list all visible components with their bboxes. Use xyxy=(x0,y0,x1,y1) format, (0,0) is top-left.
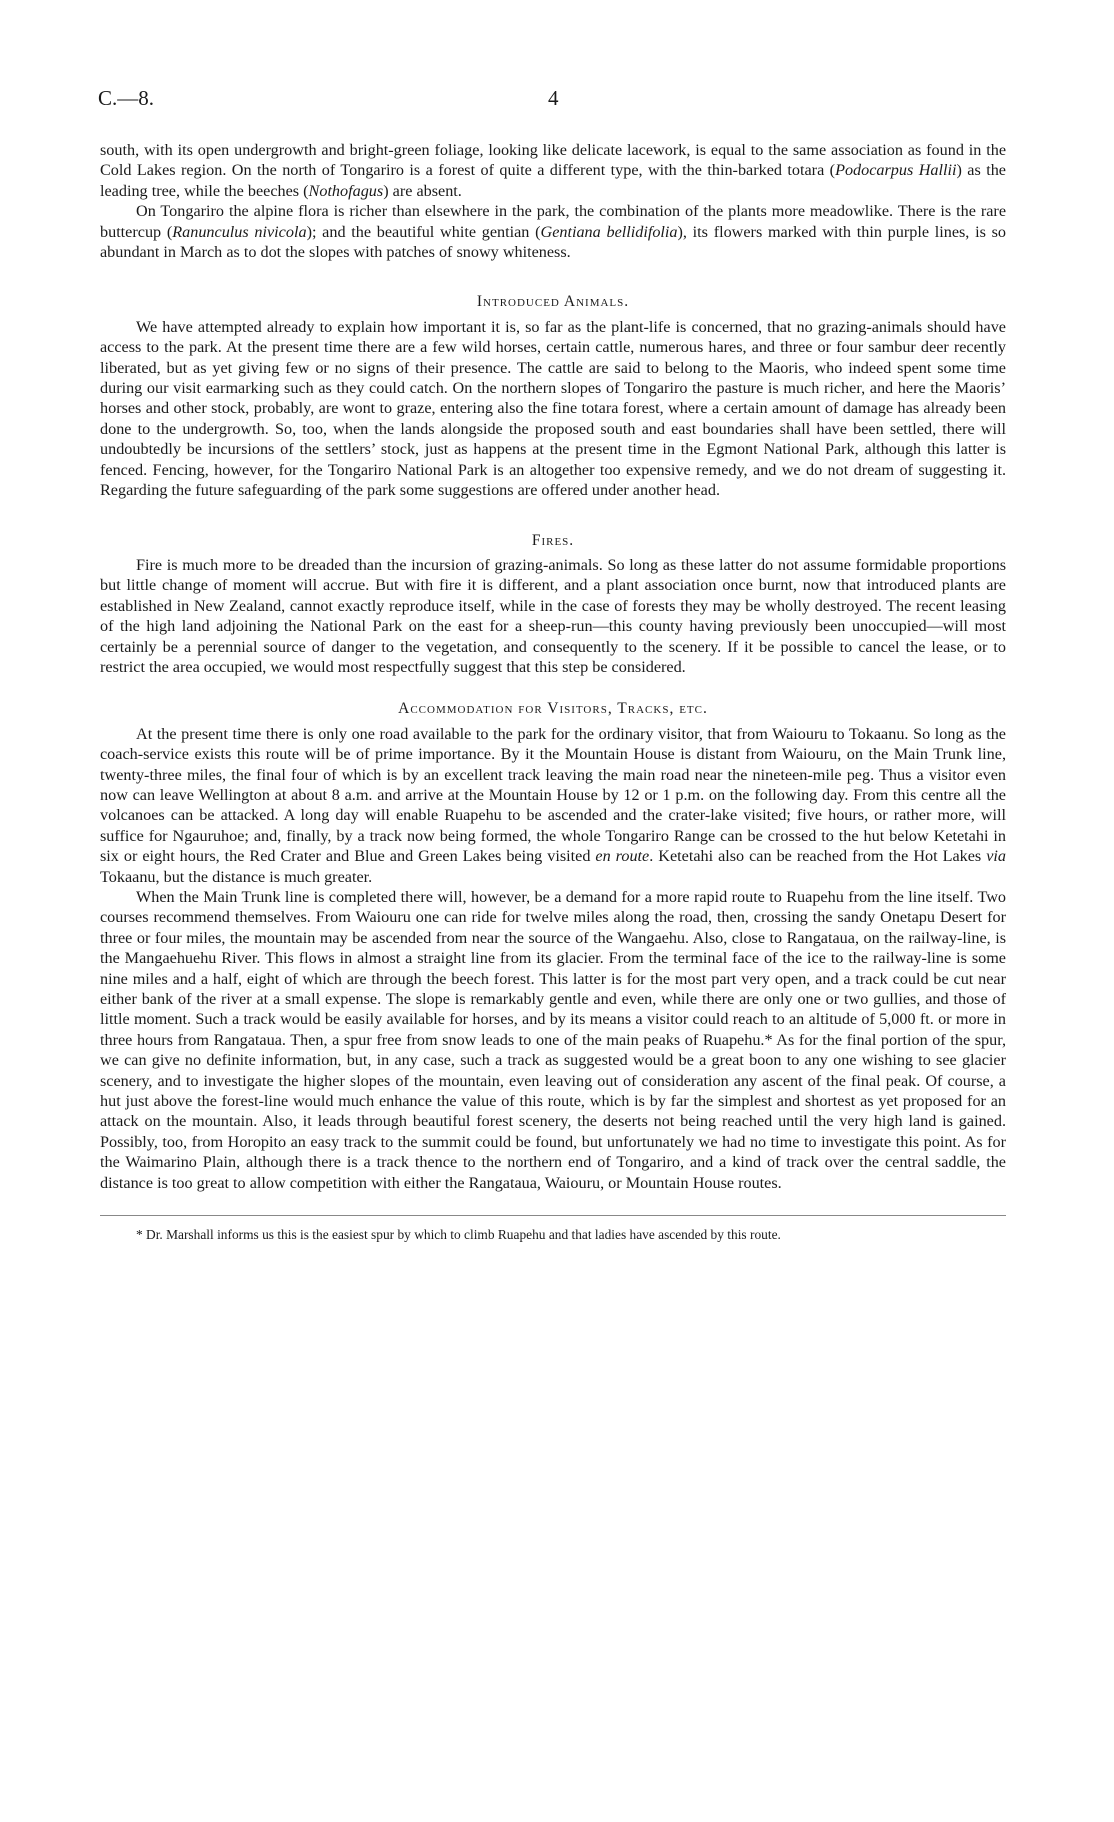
paragraph-introduced-animals: We have attempted already to explain how important it is, so far as the plant-life is concerned, that no grazing-animals should have access to the park. At the present time there are a few wild horses, certain cattle, numerous hares, and three or four sambur deer recently liberated, but as yet giving few or no signs of their presence. The cattle are said to belong to the Maoris, who indeed spent some time during our visit earmarking such as they could catch. On the northern slopes of Tongariro the pasture is much richer, and here the Maoris’ horses and other stock, probably, are wont to graze, entering also the fine totara forest, where a certain amount of damage has already been done to the undergrowth. So, too, when the lands alongside the proposed south and east boundaries shall have been settled, there will undoubtedly be incursions of the settlers’ stock, just as happens at the present time in the Egmont National Park, although this latter is fenced. Fencing, however, for the Tongariro National Park is an altogether too expensive remedy, and we do not dream of suggesting it. Regarding the future safeguarding of the park some suggestions are offered under another head. xyxy=(100,317,1006,500)
paragraph-alpine-flora: On Tongariro the alpine flora is richer than elsewhere in the park, the combination of the plants more meadowlike. There is the rare buttercup (Ranunculus nivicola); and the beautiful white gentian (Gentiana bellidifolia), its flowers marked with thin purple lines, is so abundant in March as to dot the slopes with patches of snowy whiteness. xyxy=(100,202,1006,262)
page-header xyxy=(100,86,1006,112)
paragraph-present-road: At the present time there is only one road available to the park for the ordinary visitor, that from Waiouru to Tokaanu. So long as the coach-service exists this route will be of prime importance. By it the Mountain House is distant from Waiouru, on the Main Trunk line, twenty-three miles, the final four of which is by an excellent track leaving the main road near the nineteen-mile peg. Thus a visitor even now can leave Wellington at about 8 a.m. and arrive at the Mountain House by 12 or 1 p.m. on the following day. From this centre all the volcanoes can be attacked. A long day will enable Ruapehu to be ascended and the crater-lake visited; five hours, or rather more, will suffice for Ngauruhoe; and, finally, by a track now being formed, the whole Tongariro Range can be crossed to the hut below Ketetahi in six or eight hours, the Red Crater and Blue and Green Lakes being visited en route. Ketetahi also can be reached from the Hot Lakes via Tokaanu, but the distance is much greater. xyxy=(100,724,1006,886)
page-number: 4 xyxy=(548,86,559,110)
paragraph-forest-north: south, with its open undergrowth and bright-green foliage, looking like delicate lacework, is equal to the same association as found in the Cold Lakes region. On the north of Tongariro is a forest of quite a different type, with the thin-barked totara (Podocarpus Hallii) as the leading tree, while the beeches (Nothofagus) are absent. xyxy=(100,141,1006,200)
heading-accommodation: Accommodation for Visitors, Tracks, etc. xyxy=(398,700,708,718)
paragraph-main-trunk-route: When the Main Trunk line is completed there will, however, be a demand for a more rapid route to Ruapehu from the line itself. Two courses recommend themselves. From Waiouru one can ride for twelve miles along the road, then, crossing the sandy Onetapu Desert for three or four miles, the mountain may be ascended from near the source of the Wangaehu. Also, close to Rangataua, on the railway-line, is the Mangaehuehu River. This flows in almost a straight line from its glacier. From the terminal face of the ice to the railway-line is some nine miles and a half, eight of which are through the beech forest. This latter is for the most part very open, and a track could be cut near either bank of the river at a small expense. The slope is remarkably gentle and even, while there are only one or two gullies, and those of little moment. Such a track would be easily available for horses, and by its means a visitor could reach to an altitude of 5,000 ft. or more in three hours from Rangataua. Then, a spur free from snow leads to one of the main peaks of Ruapehu.* As for the final portion of the spur, we can give no definite information, but, in any case, such a track as suggested would be a great boon to any one wishing to see glacier scenery, and to investigate the higher slopes of the mountain, even leaving out of consideration any ascent of the final peak. Of course, a hut just above the forest-line would much enhance the value of this route, which is by far the simplest and shortest as yet proposed for an attack on the mountain. Also, it leads through beautiful forest scenery, the deserts not being reached until the very high land is gained. Possibly, too, from Horopito an easy track to the summit could be found, but unfortunately we had no time to investigate this point. As for the Waimarino Plain, although there is a track thence to the northern end of Tongariro, and a kind of track over the central saddle, the distance is too great to allow competition with either the Rangataua, Waiouru, or Mountain House routes. xyxy=(100,888,1006,1192)
body-text xyxy=(100,140,1006,1243)
footnote-divider xyxy=(100,1215,1006,1216)
footnote: * Dr. Marshall informs us this is the easiest spur by which to climb Ruapehu and that ladies have ascended by this route. xyxy=(136,1227,781,1243)
heading-fires: Fires. xyxy=(531,531,575,549)
heading-introduced-animals: Introduced Animals. xyxy=(476,293,630,311)
document-reference: C.—8. xyxy=(98,86,155,110)
paragraph-fires: Fire is much more to be dreaded than the incursion of grazing-animals. So long as these latter do not assume formidable proportions but little change of moment will accrue. But with fire it is different, and a plant association once burnt, now that introduced plants are established in New Zealand, cannot exactly reproduce itself, while in the case of forests they may be wholly destroyed. The recent leasing of the high land adjoining the National Park on the east for a sheep-run—this county having previously been unoccupied—will most certainly be a perennial source of danger to the vegetation, and consequently to the scenery. If it be possible to cancel the lease, or to restrict the area occupied, we would most respectfully suggest that this step be considered. xyxy=(100,555,1006,676)
